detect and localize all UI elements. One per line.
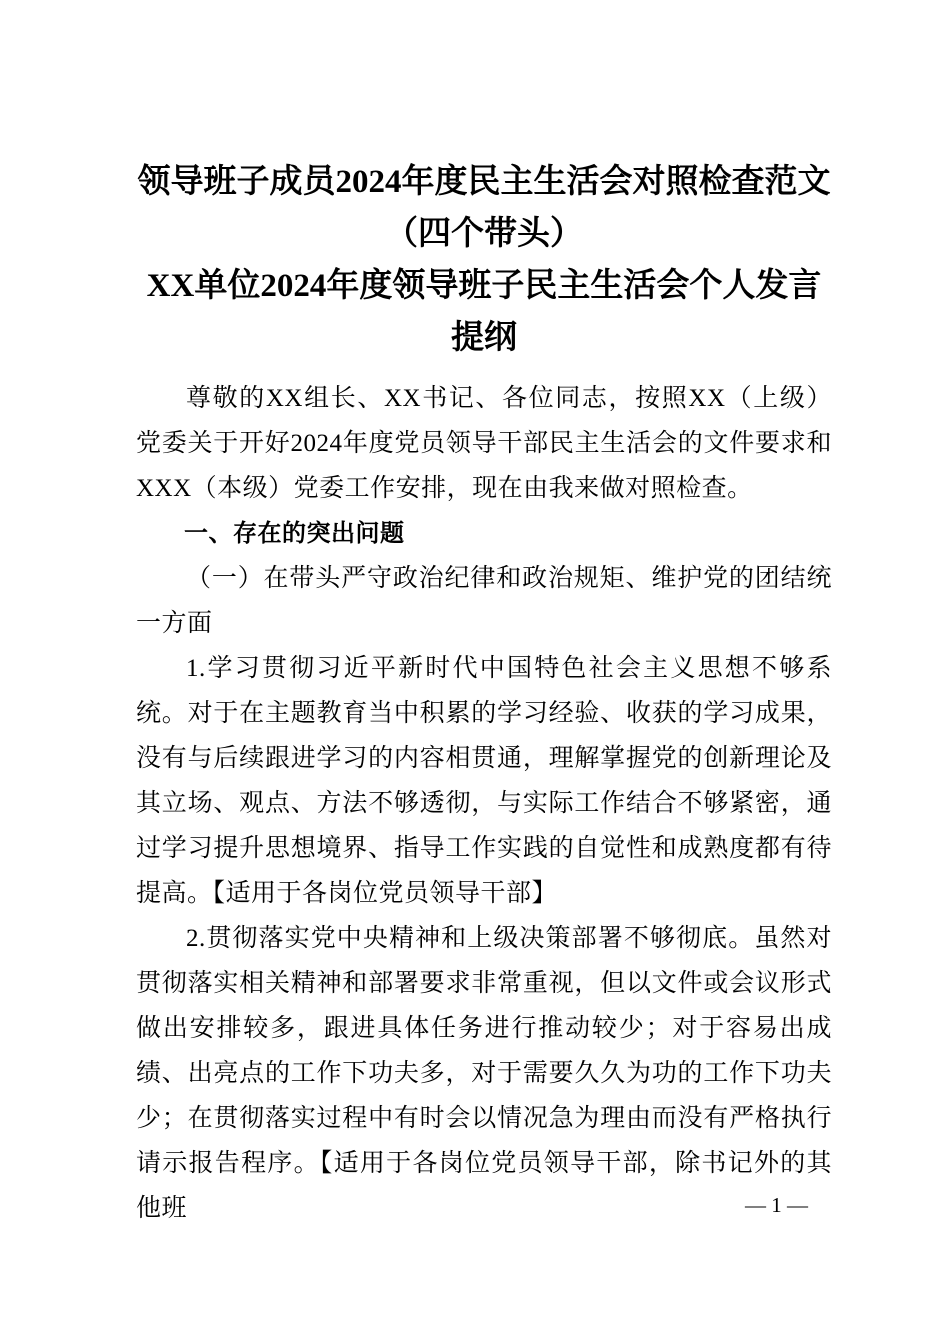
page-number: — 1 — (745, 1193, 808, 1217)
section-heading: 一、存在的突出问题 (184, 520, 405, 547)
paragraph-item-2: 2.贯彻落实党中央精神和上级决策部署不够彻底。虽然对贯彻落实相关精神和部署要求非常重视，但以文件或会议形式做出安排较多，跟进具体任务进行推动较少；对于容易出成绩、出亮点的工作下功夫多，对于需要久久为功的工作下功夫少；在贯彻落实过程中有时会以情况急为理由而没有严格执行请示报告程序。【适用于各岗位党员领导干部，除书记外的其他班 (136, 925, 832, 1222)
document-subtitle: XX单位2024年度领导班子民主生活会个人发言提纲 (146, 268, 822, 356)
document-body (136, 376, 832, 1231)
paragraph-item-1: 1.学习贯彻习近平新时代中国特色社会主义思想不够系统。对于在主题教育当中积累的学习经验、收获的学习成果，没有与后续跟进学习的内容相贯通，理解掌握党的创新理论及其立场、观点、方法不够透彻，与实际工作结合不够紧密，通过学习提升思想境界、指导工作实践的自觉性和成熟度都有待提高。【适用于各岗位党员领导干部】 (136, 655, 832, 907)
paragraph-salutation: 尊敬的XX组长、XX书记、各位同志，按照XX（上级）党委关于开好2024年度党员领导干部民主生活会的文件要求和XXX（本级）党委工作安排，现在由我来做对照检查。 (136, 385, 832, 502)
subsection-heading: （一）在带头严守政治纪律和政治规矩、维护党的团结统一方面 (136, 565, 832, 637)
document-content (136, 156, 832, 1231)
document-title: 领导班子成员2024年度民主生活会对照检查范文（四个带头） (137, 164, 831, 252)
